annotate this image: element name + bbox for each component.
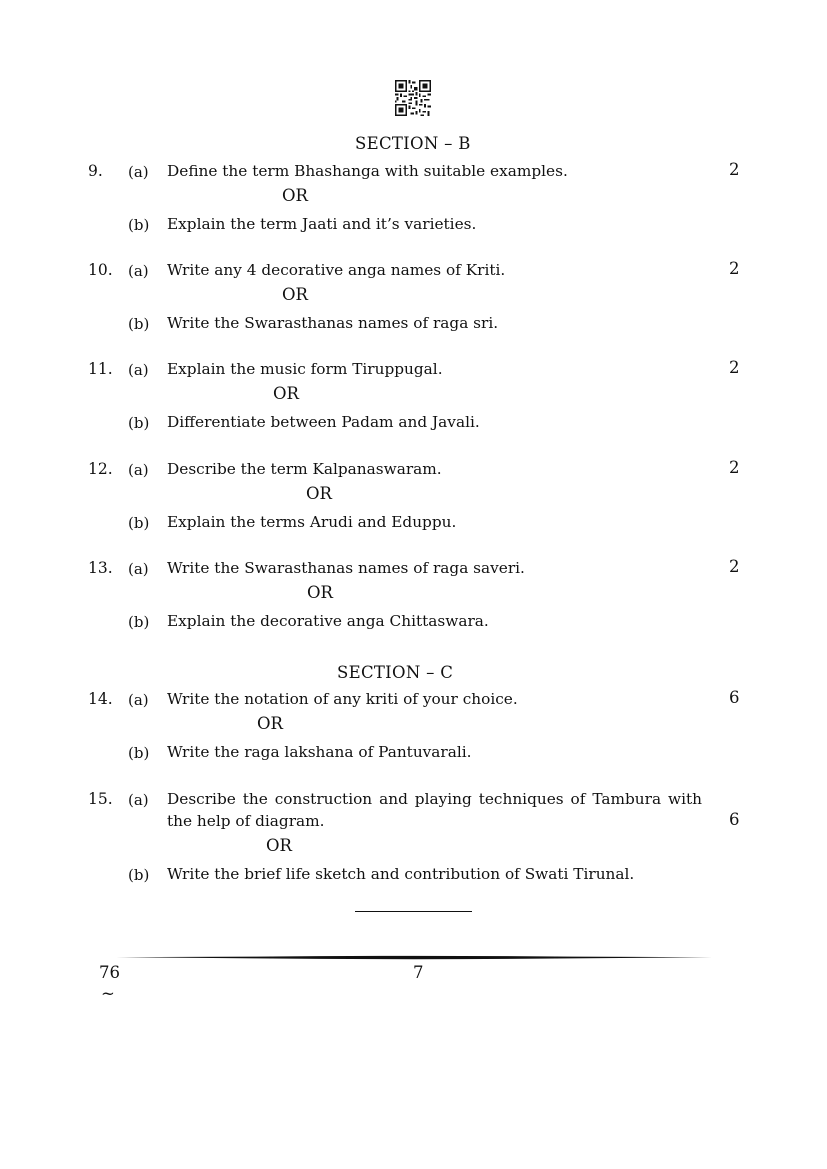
question-text: Describe the construction and playing techniques of Tambura with — [167, 790, 702, 808]
question-text: Explain the term Jaati and it’s varieties. — [167, 215, 477, 233]
question-number: 13. — [88, 559, 113, 577]
part-b-label: (b) — [128, 414, 150, 432]
question-text: Write the Swarasthanas names of raga sri. — [167, 314, 499, 332]
question-text: Write any 4 decorative anga names of Kriti. — [167, 261, 506, 279]
question-text: Write the raga lakshana of Pantuvarali. — [167, 743, 472, 761]
part-a-label: (a) — [128, 691, 149, 709]
part-b-label: (b) — [128, 866, 150, 884]
question-text: Explain the music form Tiruppugal. — [167, 360, 443, 378]
or-label: OR — [257, 714, 283, 733]
part-b-label: (b) — [128, 315, 150, 333]
marks: 2 — [729, 259, 740, 278]
or-label: OR — [282, 186, 308, 205]
or-label: OR — [273, 384, 299, 403]
part-b-label: (b) — [128, 613, 150, 631]
part-a-label: (a) — [128, 163, 149, 181]
end-of-paper-rule — [355, 911, 472, 912]
question-number: 9. — [88, 162, 103, 180]
question-text: the help of diagram. — [167, 812, 325, 830]
question-text: Write the notation of any kriti of your choice. — [167, 690, 518, 708]
question-text: Describe the term Kalpanaswaram. — [167, 460, 442, 478]
question-number: 11. — [88, 360, 113, 378]
qr-code — [395, 80, 431, 116]
marks: 2 — [729, 358, 740, 377]
footer-rule — [116, 955, 712, 960]
question-text: Differentiate between Padam and Javali. — [167, 413, 480, 431]
marks: 2 — [729, 458, 740, 477]
marks: 6 — [729, 810, 740, 829]
question-text: Explain the terms Arudi and Eduppu. — [167, 513, 457, 531]
question-text: Write the Swarasthanas names of raga saveri. — [167, 559, 525, 577]
part-b-label: (b) — [128, 744, 150, 762]
page-number: 7 — [413, 963, 424, 982]
marks: 2 — [729, 557, 740, 576]
part-b-label: (b) — [128, 216, 150, 234]
part-a-label: (a) — [128, 560, 149, 578]
question-number: 10. — [88, 261, 113, 279]
marks: 2 — [729, 160, 740, 179]
section-c-title: SECTION – C — [337, 663, 454, 682]
part-a-label: (a) — [128, 361, 149, 379]
or-label: OR — [306, 484, 332, 503]
question-number: 14. — [88, 690, 113, 708]
question-number: 12. — [88, 460, 113, 478]
part-b-label: (b) — [128, 514, 150, 532]
part-a-label: (a) — [128, 461, 149, 479]
or-label: OR — [282, 285, 308, 304]
part-a-label: (a) — [128, 791, 149, 809]
part-a-label: (a) — [128, 262, 149, 280]
or-label: OR — [266, 836, 292, 855]
paper-code: 76 — [99, 963, 120, 982]
question-number: 15. — [88, 790, 113, 808]
or-label: OR — [307, 583, 333, 602]
question-text: Define the term Bhashanga with suitable examples. — [167, 162, 568, 180]
tilde-mark: ~ — [101, 984, 115, 1003]
marks: 6 — [729, 688, 740, 707]
question-text: Explain the decorative anga Chittaswara. — [167, 612, 489, 630]
question-text: Write the brief life sketch and contribution of Swati Tirunal. — [167, 865, 635, 883]
section-b-title: SECTION – B — [355, 134, 471, 153]
